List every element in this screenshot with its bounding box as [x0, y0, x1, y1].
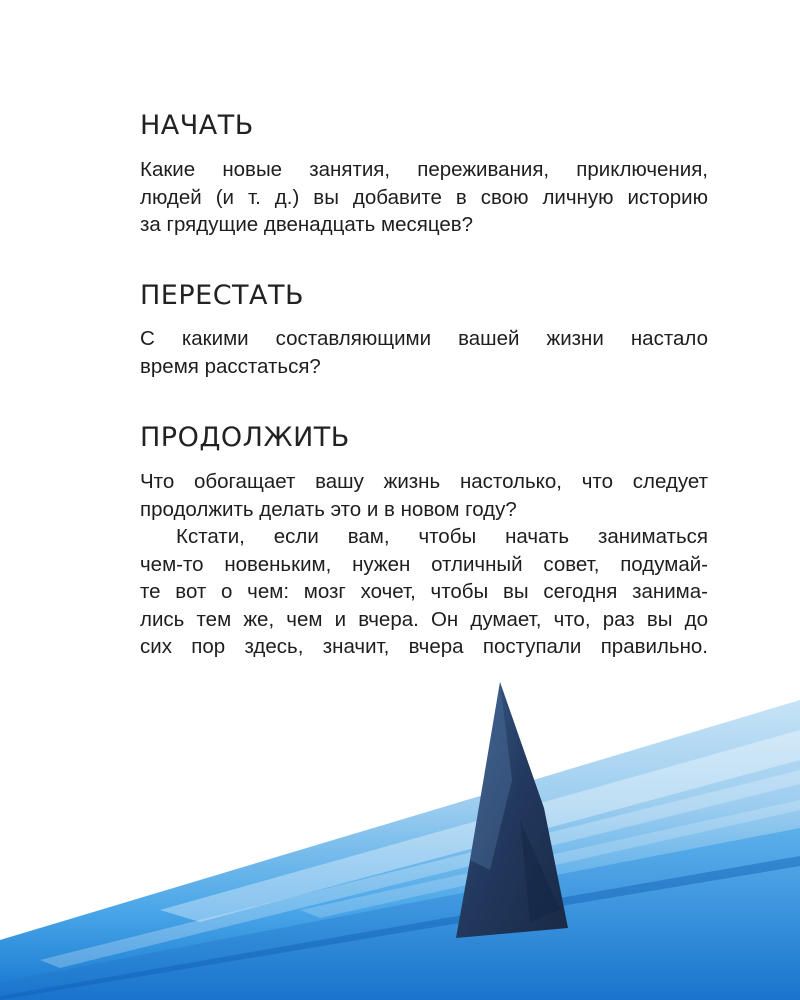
question-stop: [140, 325, 708, 380]
heading-continue: ПРОДОЛЖИТЬ: [140, 422, 350, 453]
text-line: чем-то новеньким, нужен отличный совет, подумай-: [140, 552, 708, 576]
watercolor-iceberg-illustration: [0, 660, 800, 1000]
text-line: Что обогащает вашу жизнь настолько, что следует: [140, 470, 708, 493]
text-line: за грядущие двенадцать месяцев?: [140, 213, 474, 236]
heading-stop: ПЕРЕСТАТЬ: [140, 280, 305, 311]
text-line: лись тем же, чем и вчера. Он думает, что, раз вы до: [140, 607, 708, 631]
question-continue: [140, 468, 708, 661]
text-line: те вот о чем: мозг хочет, чтобы вы сегодня занима-: [140, 580, 708, 603]
question-start: [140, 156, 708, 239]
text-line: продолжить делать это и в новом году?: [140, 497, 517, 521]
text-line: С какими составляющими вашей жизни настало: [140, 327, 708, 350]
heading-start: НАЧАТЬ: [140, 110, 254, 141]
text-line: время расстаться?: [140, 354, 321, 378]
text-line: Кстати, если вам, чтобы начать заниматься: [176, 525, 708, 548]
text-line: сих пор здесь, значит, вчера поступали правильно.: [140, 635, 708, 658]
text-line: людей (и т. д.) вы добавите в свою личную историю: [140, 185, 708, 209]
text-line: Какие новые занятия, переживания, приключения,: [140, 158, 708, 181]
